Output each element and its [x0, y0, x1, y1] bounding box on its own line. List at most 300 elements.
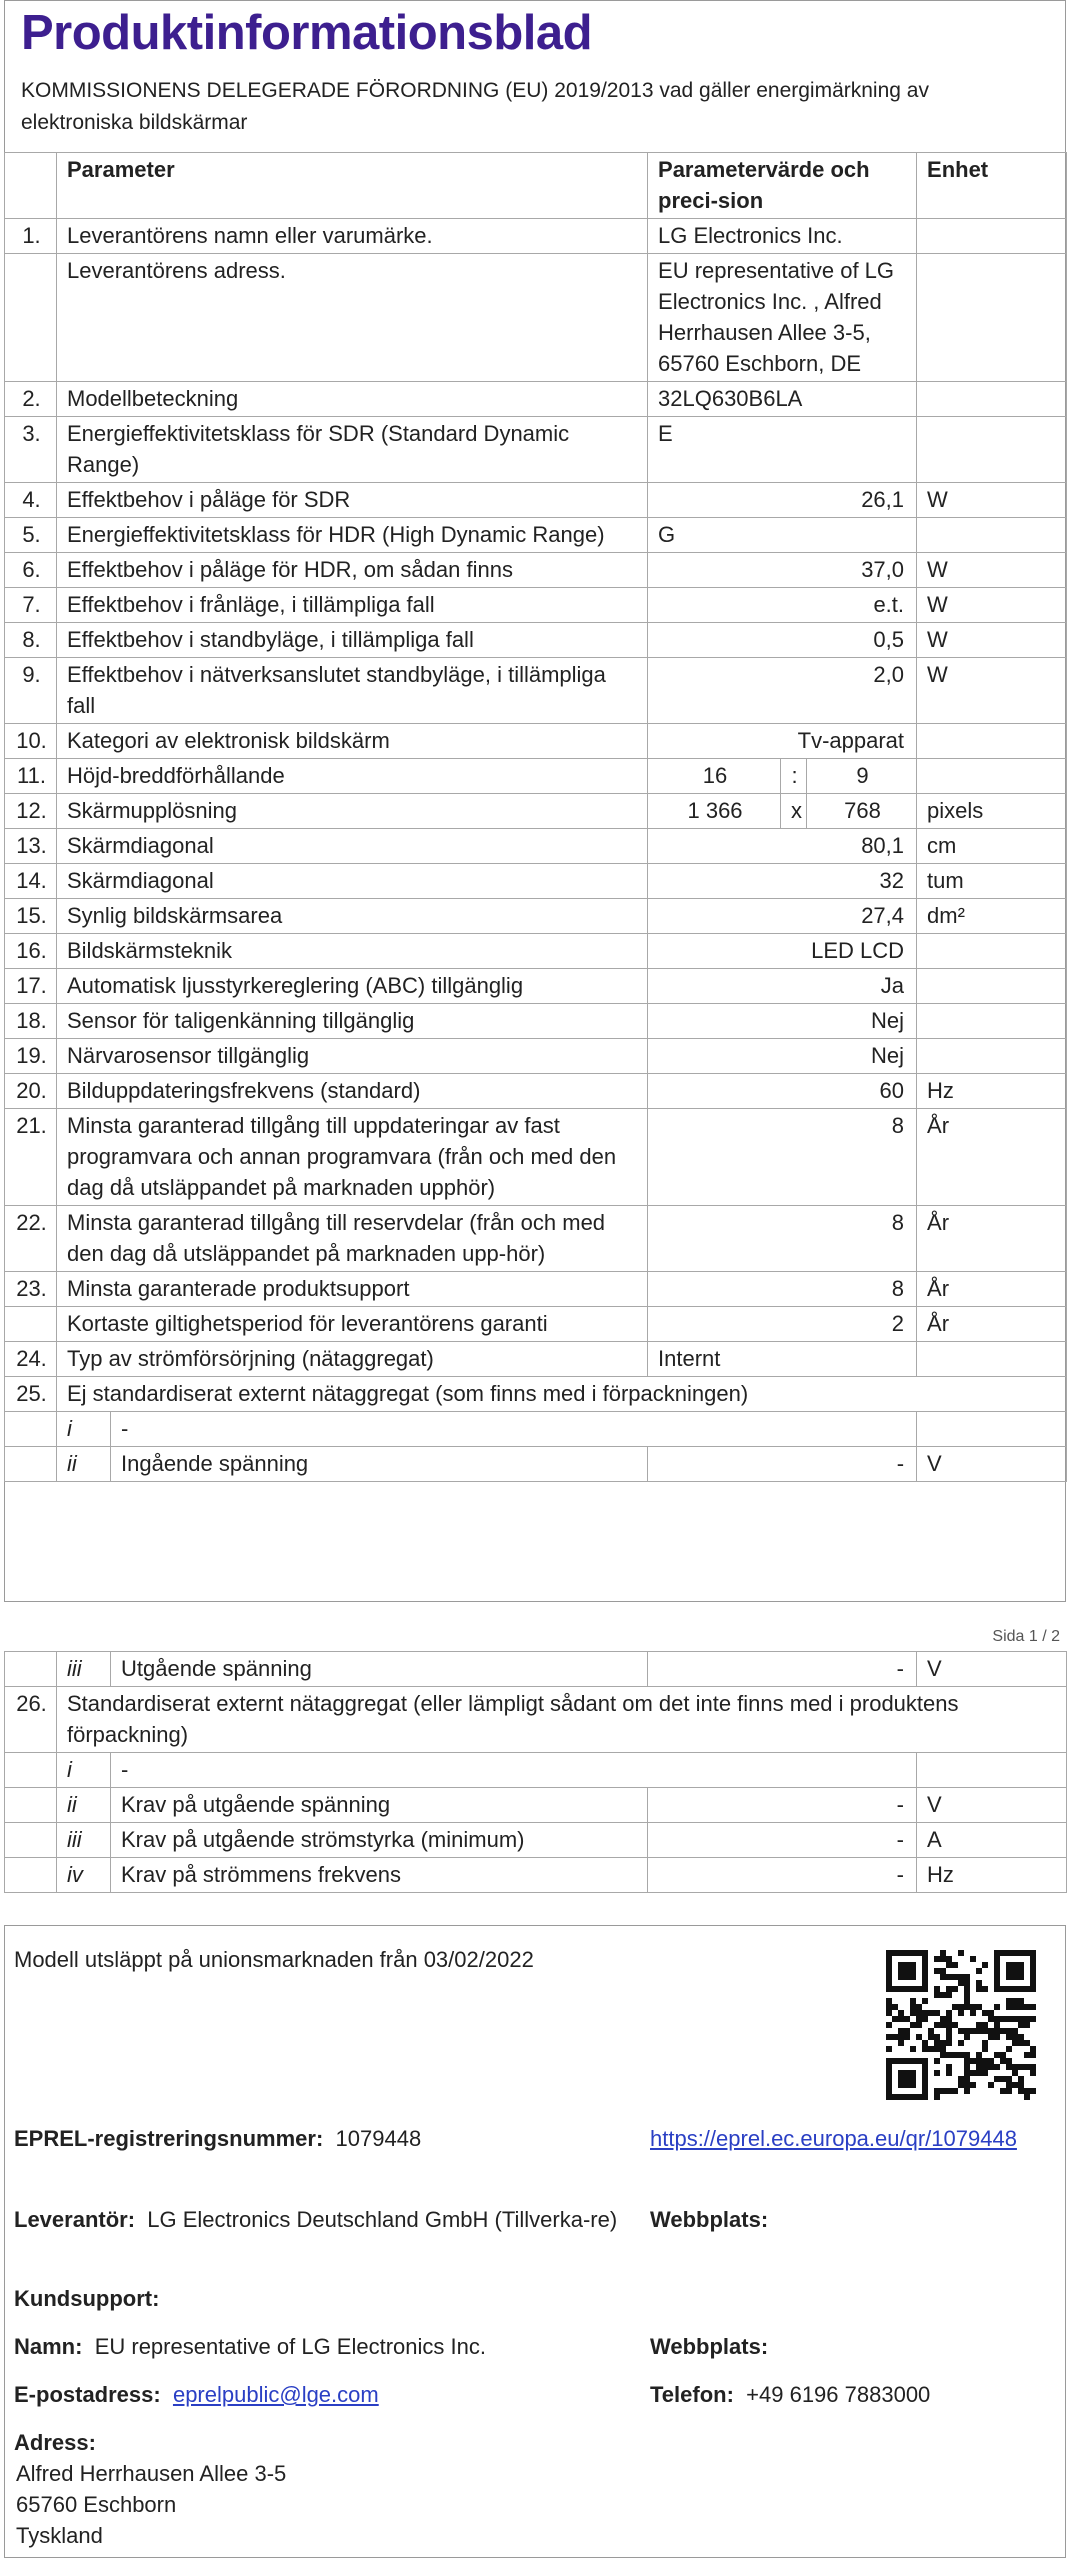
qr-module: [964, 1980, 970, 1986]
qr-module: [1018, 1974, 1024, 1980]
row-number: 1.: [5, 219, 57, 254]
row-number: 8.: [5, 623, 57, 658]
param-unit: A: [917, 1823, 1067, 1858]
param-value: Internt: [648, 1342, 917, 1377]
qr-module: [1030, 1974, 1036, 1980]
qr-module: [1030, 1968, 1036, 1974]
qr-module: [1012, 1998, 1018, 2004]
qr-module: [934, 2034, 940, 2040]
param-label: Synlig bildskärmsarea: [57, 899, 648, 934]
qr-module: [922, 1968, 928, 1974]
param-label: Krav på utgående spänning: [111, 1788, 648, 1823]
qr-module: [964, 1998, 970, 2004]
qr-module: [910, 2070, 916, 2076]
row-number: 12.: [5, 794, 57, 829]
qr-module: [1012, 2040, 1018, 2046]
row-number: 10.: [5, 724, 57, 759]
table-row: [5, 1004, 1067, 1039]
eprel-link[interactable]: https://eprel.ec.europa.eu/qr/1079448: [650, 2126, 1017, 2151]
param-value: 32LQ630B6LA: [648, 382, 917, 417]
qr-module: [958, 2040, 964, 2046]
eprel-label: EPREL-registreringsnummer:: [14, 2126, 324, 2151]
eprel-number: 1079448: [335, 2126, 422, 2151]
qr-module: [922, 2088, 928, 2094]
qr-module: [988, 2016, 994, 2022]
table-row: [5, 1272, 1067, 1307]
qr-module: [982, 2046, 988, 2052]
param-label: Ingående spänning: [111, 1447, 648, 1482]
ratio-separator: :: [781, 759, 807, 794]
table-row: [5, 219, 1067, 254]
supplier-name: LG Electronics Deutschland GmbH (Tillverka-re): [147, 2207, 618, 2232]
qr-module: [934, 2058, 940, 2064]
qr-module: [1006, 1986, 1012, 1992]
table-row: [5, 518, 1067, 553]
qr-module: [994, 1956, 1000, 1962]
qr-module: [982, 2028, 988, 2034]
qr-module: [904, 2070, 910, 2076]
table-row: [5, 1823, 1067, 1858]
page-title: Produktinformationsblad: [21, 6, 593, 60]
qr-module: [946, 1962, 952, 1968]
row-number: 7.: [5, 588, 57, 623]
qr-module: [940, 2052, 946, 2058]
qr-module: [898, 1950, 904, 1956]
table-row: [5, 829, 1067, 864]
qr-module: [994, 2034, 1000, 2040]
qr-module: [922, 1956, 928, 1962]
qr-module: [898, 2028, 904, 2034]
qr-module: [1006, 2034, 1012, 2040]
qr-module: [886, 2064, 892, 2070]
qr-module: [922, 2064, 928, 2070]
qr-module: [994, 2028, 1000, 2034]
qr-module: [886, 2094, 892, 2100]
param-unit: cm: [917, 829, 1067, 864]
qr-module: [898, 1986, 904, 1992]
table-row: [5, 1342, 1067, 1377]
qr-module: [1000, 1986, 1006, 1992]
qr-module: [946, 2052, 952, 2058]
param-value: E: [648, 417, 917, 483]
qr-module: [946, 2040, 952, 2046]
row-number: 16.: [5, 934, 57, 969]
param-label: Modellbeteckning: [57, 382, 648, 417]
qr-module: [982, 2040, 988, 2046]
qr-module: [898, 2016, 904, 2022]
qr-module: [910, 2004, 916, 2010]
qr-module: [1018, 2040, 1024, 2046]
row-number: 18.: [5, 1004, 57, 1039]
qr-module: [934, 2094, 940, 2100]
supplier-website-label: Webbplats:: [650, 2207, 769, 2232]
qr-module: [964, 1986, 970, 1992]
qr-module: [1024, 2004, 1030, 2010]
qr-module: [886, 1974, 892, 1980]
address-line-1: Alfred Herrhausen Allee 3-5: [16, 2461, 287, 2486]
qr-module: [892, 2034, 898, 2040]
param-value: 8: [648, 1109, 917, 1206]
param-value: LED LCD: [648, 934, 917, 969]
qr-module: [1030, 2064, 1036, 2070]
param-value: -: [648, 1652, 917, 1687]
qr-module: [886, 2070, 892, 2076]
param-label: Krav på utgående strömstyrka (minimum): [111, 1823, 648, 1858]
qr-module: [928, 2046, 934, 2052]
qr-module: [1030, 1956, 1036, 1962]
qr-module: [1018, 2064, 1024, 2070]
param-label: Höjd-breddförhållande: [57, 759, 648, 794]
qr-module: [970, 2058, 976, 2064]
param-unit: V: [917, 1447, 1067, 1482]
qr-module: [898, 2058, 904, 2064]
qr-module: [934, 2088, 940, 2094]
param-value: 0,5: [648, 623, 917, 658]
regulation-subtitle: KOMMISSIONENS DELEGERADE FÖRORDNING (EU) 2019/2013 vad gäller energimärkning av elektroniska bildskärmar: [21, 79, 929, 134]
table-row: [5, 254, 1067, 382]
qr-module: [1006, 2058, 1012, 2064]
param-value: 2: [648, 1307, 917, 1342]
qr-module: [904, 2034, 910, 2040]
ratio-height: 9: [807, 759, 917, 794]
qr-module: [1018, 2082, 1024, 2088]
qr-module: [1018, 2088, 1024, 2094]
qr-module: [946, 2064, 952, 2070]
qr-module: [976, 2028, 982, 2034]
qr-module: [1006, 1974, 1012, 1980]
supplier-label: Leverantör:: [14, 2207, 136, 2232]
table-row: [5, 1753, 1067, 1788]
param-label: Effektbehov i påläge för HDR, om sådan finns: [57, 553, 648, 588]
qr-module: [1012, 2070, 1018, 2076]
qr-module: [904, 1968, 910, 1974]
qr-module: [994, 1950, 1000, 1956]
qr-module: [1024, 2052, 1030, 2058]
qr-module: [934, 1986, 940, 1992]
param-unit: W: [917, 658, 1067, 724]
qr-module: [910, 1998, 916, 2004]
qr-module: [934, 2022, 940, 2028]
qr-module: [940, 2088, 946, 2094]
qr-module: [1006, 1998, 1012, 2004]
qr-module: [988, 2010, 994, 2016]
qr-module: [886, 1980, 892, 1986]
qr-module: [958, 2028, 964, 2034]
qr-module: [1006, 2064, 1012, 2070]
qr-module: [940, 1956, 946, 1962]
qr-module: [922, 2040, 928, 2046]
address-block: [14, 2427, 286, 2551]
qr-module: [952, 2088, 958, 2094]
qr-module: [1030, 2070, 1036, 2076]
qr-module: [904, 2082, 910, 2088]
qr-module: [994, 1986, 1000, 1992]
qr-module: [898, 2010, 904, 2016]
qr-module: [958, 2076, 964, 2082]
qr-module: [964, 2082, 970, 2088]
qr-module: [964, 2076, 970, 2082]
param-label: Effektbehov i standbyläge, i tillämpliga fall: [57, 623, 648, 658]
qr-module: [958, 1974, 964, 1980]
qr-module: [916, 2004, 922, 2010]
param-value: 60: [648, 1074, 917, 1109]
qr-module: [952, 1986, 958, 1992]
table-row: [5, 1858, 1067, 1893]
qr-module: [946, 2088, 952, 2094]
param-unit: W: [917, 588, 1067, 623]
qr-module: [946, 2070, 952, 2076]
qr-module: [910, 2094, 916, 2100]
table-row: [5, 1652, 1067, 1687]
param-unit: W: [917, 623, 1067, 658]
param-value: EU representative of LG Electronics Inc. , Alfred Herrhausen Allee 3-5, 65760 Eschborn, DE: [648, 254, 917, 382]
sub-index: iv: [57, 1858, 111, 1893]
qr-module: [904, 2028, 910, 2034]
qr-module: [940, 1974, 946, 1980]
header-value: Parametervärde och preci-sion: [648, 153, 917, 219]
qr-module: [1006, 1968, 1012, 1974]
qr-module: [982, 2022, 988, 2028]
qr-module: [970, 2028, 976, 2034]
qr-module: [910, 1968, 916, 1974]
param-label: Utgående spänning: [111, 1652, 648, 1687]
table-row: [5, 658, 1067, 724]
qr-module: [946, 1992, 952, 1998]
qr-module: [1018, 1950, 1024, 1956]
param-label: Bildskärmsteknik: [57, 934, 648, 969]
qr-module: [1012, 2028, 1018, 2034]
qr-module: [994, 2052, 1000, 2058]
qr-module: [946, 2022, 952, 2028]
qr-module: [910, 1950, 916, 1956]
qr-module: [922, 2076, 928, 2082]
param-label: Sensor för taligenkänning tillgänglig: [57, 1004, 648, 1039]
qr-module: [1006, 2088, 1012, 2094]
row-number: 5.: [5, 518, 57, 553]
resolution-separator: x: [781, 794, 807, 829]
qr-module: [982, 2064, 988, 2070]
param-unit: W: [917, 553, 1067, 588]
param-label: Energieffektivitetsklass för SDR (Standard Dynamic Range): [57, 417, 648, 483]
param-value: Nej: [648, 1039, 917, 1074]
row-number: 24.: [5, 1342, 57, 1377]
param-unit: dm²: [917, 899, 1067, 934]
sub-index: iii: [57, 1652, 111, 1687]
sub-index: iii: [57, 1823, 111, 1858]
param-unit: År: [917, 1307, 1067, 1342]
qr-module: [910, 2010, 916, 2016]
table-row: [5, 588, 1067, 623]
qr-module: [1006, 2076, 1012, 2082]
qr-module: [964, 2004, 970, 2010]
qr-module: [1030, 2004, 1036, 2010]
qr-module: [1018, 1962, 1024, 1968]
qr-module: [964, 2058, 970, 2064]
qr-module: [1030, 2088, 1036, 2094]
qr-module: [892, 1986, 898, 1992]
param-unit: År: [917, 1206, 1067, 1272]
qr-module: [886, 1998, 892, 2004]
qr-module: [976, 1980, 982, 1986]
qr-module: [1018, 2022, 1024, 2028]
qr-module: [904, 2016, 910, 2022]
qr-module: [952, 2022, 958, 2028]
qr-module: [898, 2082, 904, 2088]
qr-module: [982, 2010, 988, 2016]
qr-module: [946, 1956, 952, 1962]
qr-module: [898, 2070, 904, 2076]
table-row: [5, 1412, 1067, 1447]
qr-module: [964, 2088, 970, 2094]
param-unit: Hz: [917, 1074, 1067, 1109]
param-label: Bilduppdateringsfrekvens (standard): [57, 1074, 648, 1109]
table-row: [5, 483, 1067, 518]
qr-module: [940, 1992, 946, 1998]
qr-module: [916, 2094, 922, 2100]
ratio-width: 16: [648, 759, 781, 794]
phone-block: [650, 2379, 930, 2410]
param-label: Effektbehov i nätverksanslutet standbyläge, i tillämpliga fall: [57, 658, 648, 724]
qr-module: [1024, 2016, 1030, 2022]
row-number: 11.: [5, 759, 57, 794]
qr-module: [886, 2088, 892, 2094]
qr-module: [982, 1962, 988, 1968]
qr-module: [976, 2004, 982, 2010]
table-row: [5, 1788, 1067, 1823]
qr-module: [958, 2010, 964, 2016]
qr-module: [952, 1962, 958, 1968]
qr-module: [946, 2028, 952, 2034]
qr-code[interactable]: [886, 1950, 1036, 2100]
qr-module: [904, 2058, 910, 2064]
qr-module: [916, 2034, 922, 2040]
qr-module: [940, 2040, 946, 2046]
qr-module: [964, 1974, 970, 1980]
param-value: e.t.: [648, 588, 917, 623]
qr-module: [946, 1974, 952, 1980]
address-line-2: 65760 Eschborn: [16, 2492, 177, 2517]
qr-module: [922, 1980, 928, 1986]
qr-module: [1030, 2046, 1036, 2052]
qr-module: [964, 2052, 970, 2058]
param-label: Typ av strömförsörjning (nätaggregat): [57, 1342, 648, 1377]
param-label: Skärmdiagonal: [57, 829, 648, 864]
table-row: [5, 623, 1067, 658]
param-value: 80,1: [648, 829, 917, 864]
qr-module: [1018, 2076, 1024, 2082]
qr-module: [1024, 2088, 1030, 2094]
qr-module: [898, 2034, 904, 2040]
sub-index: i: [57, 1412, 111, 1447]
param-label: Leverantörens adress.: [57, 254, 648, 382]
qr-module: [940, 1950, 946, 1956]
qr-module: [1012, 2082, 1018, 2088]
qr-module: [892, 2016, 898, 2022]
param-value: 37,0: [648, 553, 917, 588]
param-label: Automatisk ljusstyrkereglering (ABC) tillgänglig: [57, 969, 648, 1004]
qr-module: [1012, 1962, 1018, 1968]
qr-module: [892, 2058, 898, 2064]
qr-module: [892, 2094, 898, 2100]
email-label: E-postadress:: [14, 2382, 161, 2407]
param-value: 2,0: [648, 658, 917, 724]
qr-module: [994, 1974, 1000, 1980]
qr-module: [886, 2004, 892, 2010]
qr-module: [898, 2040, 904, 2046]
qr-module: [1018, 1986, 1024, 1992]
release-date-text: Modell utsläppt på unionsmarknaden från 03/02/2022: [14, 1947, 534, 1972]
qr-module: [1012, 1974, 1018, 1980]
qr-module: [982, 1986, 988, 1992]
qr-module: [958, 2082, 964, 2088]
address-line-3: Tyskland: [16, 2523, 103, 2548]
qr-module: [976, 2022, 982, 2028]
qr-module: [976, 1968, 982, 1974]
qr-module: [982, 2058, 988, 2064]
qr-module: [1000, 2052, 1006, 2058]
param-label: Minsta garanterad tillgång till uppdateringar av fast programvara och annan programvara (från och med den dag då utsläppandet på marknaden upphör): [57, 1109, 648, 1206]
table-row: [5, 794, 1067, 829]
param-value: 32: [648, 864, 917, 899]
qr-module: [904, 2076, 910, 2082]
table-row: [5, 1687, 1067, 1753]
row-number: 22.: [5, 1206, 57, 1272]
qr-module: [886, 2046, 892, 2052]
row-number: 20.: [5, 1074, 57, 1109]
sub-index: ii: [57, 1788, 111, 1823]
qr-module: [976, 2070, 982, 2076]
table-row: [5, 1109, 1067, 1206]
qr-module: [994, 2064, 1000, 2070]
param-label: Skärmdiagonal: [57, 864, 648, 899]
qr-module: [1024, 1950, 1030, 1956]
row-number: 2.: [5, 382, 57, 417]
qr-module: [922, 1974, 928, 1980]
qr-module: [886, 1986, 892, 1992]
customer-support-heading: Kundsupport:: [14, 2286, 160, 2311]
page-number: Sida 1 / 2: [992, 1628, 1060, 1645]
param-value: 8: [648, 1206, 917, 1272]
param-unit: V: [917, 1652, 1067, 1687]
qr-module: [958, 2052, 964, 2058]
qr-module: [1000, 1950, 1006, 1956]
header-parameter: Parameter: [57, 153, 648, 219]
qr-module: [898, 1974, 904, 1980]
qr-module: [904, 2094, 910, 2100]
row-number: 19.: [5, 1039, 57, 1074]
qr-module: [1018, 1998, 1024, 2004]
qr-module: [892, 2004, 898, 2010]
qr-module: [994, 2004, 1000, 2010]
qr-module: [922, 2016, 928, 2022]
qr-module: [892, 1950, 898, 1956]
qr-module: [910, 2046, 916, 2052]
qr-module: [1030, 1980, 1036, 1986]
qr-module: [958, 1950, 964, 1956]
qr-module: [910, 2076, 916, 2082]
param-label: Närvarosensor tillgänglig: [57, 1039, 648, 1074]
qr-module: [970, 2070, 976, 2076]
param-value: -: [648, 1788, 917, 1823]
row-number: 25.: [5, 1377, 57, 1412]
email-link[interactable]: eprelpublic@lge.com: [172, 2382, 379, 2407]
table-row: [5, 724, 1067, 759]
param-value: -: [648, 1858, 917, 1893]
qr-module: [994, 1962, 1000, 1968]
parameter-table: [4, 152, 1067, 1482]
qr-module: [1024, 2064, 1030, 2070]
qr-module: [964, 2070, 970, 2076]
